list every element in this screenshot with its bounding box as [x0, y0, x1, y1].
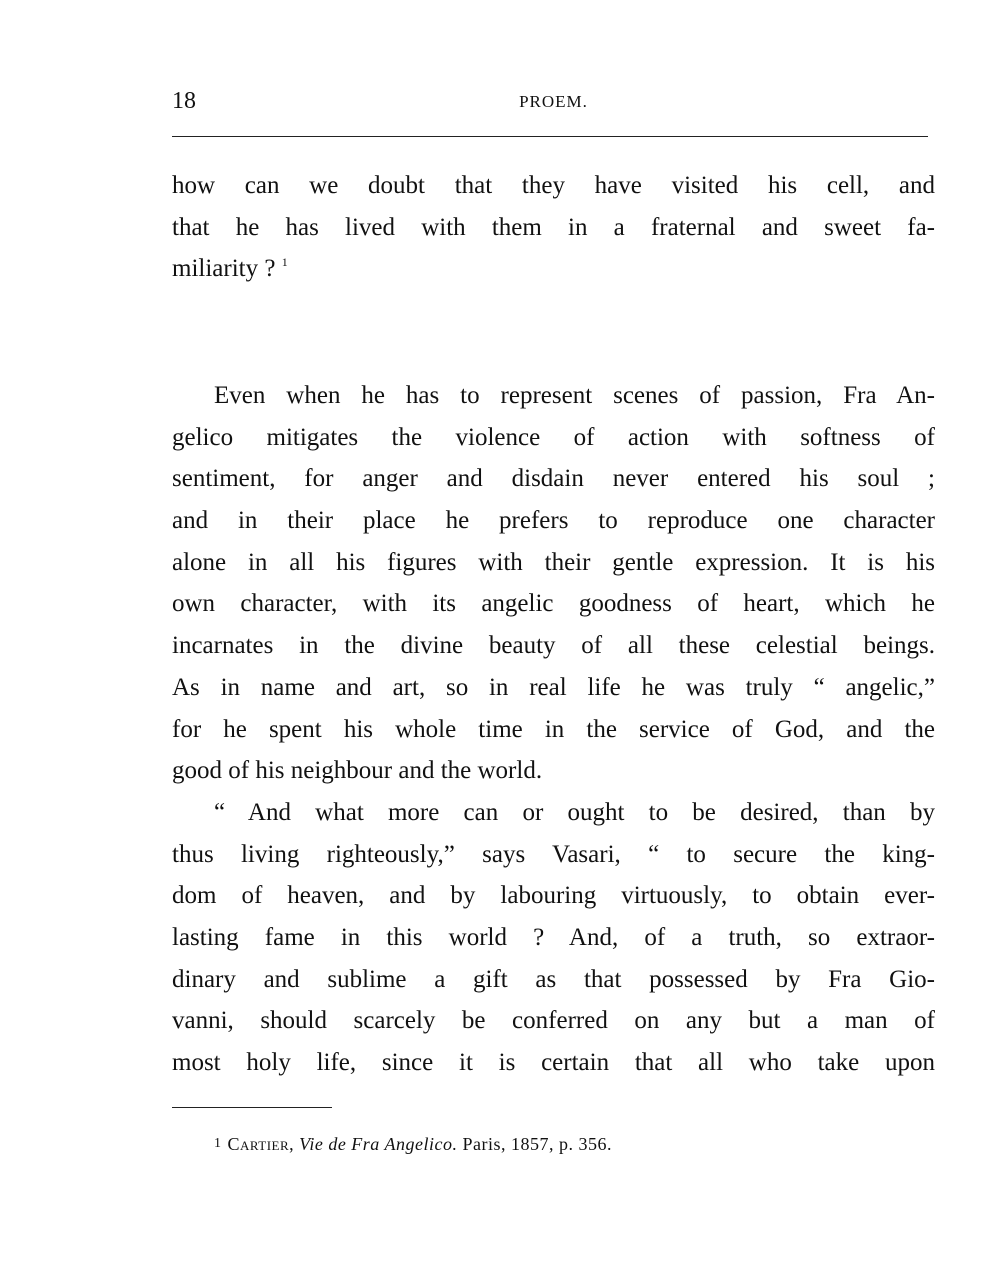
text-line: that he has lived with them in a fraternal and sweet fa- — [172, 213, 935, 241]
text-line: incarnates in the divine beauty of all these celestial beings. — [172, 632, 935, 660]
text-line: As in name and art, so in real life he was truly “ angelic,” — [172, 673, 935, 701]
footnote-marker: 1 — [214, 1136, 222, 1151]
footnote-title: Vie de Fra Angelico. — [299, 1134, 458, 1154]
paragraph-3 — [172, 792, 935, 1084]
footnote-rule — [172, 1107, 332, 1108]
text-line: good of his neighbour and the world. — [172, 757, 543, 785]
text-line: vanni, should scarcely be conferred on any but a man of — [172, 1007, 935, 1035]
text-line: own character, with its angelic goodness of heart, which he — [172, 590, 935, 618]
footnote — [214, 1134, 612, 1155]
text-line: dom of heaven, and by labouring virtuously, to obtain ever- — [172, 882, 935, 910]
text-line: alone in all his figures with their gentle expression. It is his — [172, 548, 935, 576]
text-line: for he spent his whole time in the service of God, and the — [172, 715, 935, 743]
text-line: and in their place he prefers to reproduce one character — [172, 507, 935, 535]
running-title: PROEM. — [519, 92, 588, 111]
paragraph-1 — [172, 165, 935, 290]
paragraph-2 — [172, 375, 935, 792]
footnote-ref[interactable]: 1 — [281, 255, 288, 270]
text-line: gelico mitigates the violence of action with softness of — [172, 423, 935, 451]
page-header — [172, 88, 935, 128]
page-number: 18 — [172, 88, 196, 114]
text-line — [172, 248, 935, 290]
footnote-citation: Paris, 1857, p. 356. — [462, 1134, 612, 1154]
text-line: thus living righteously,” says Vasari, “ to secure the king- — [172, 840, 935, 868]
header-rule — [172, 136, 928, 137]
text-line: dinary and sublime a gift as that possessed by Fra Gio- — [172, 965, 935, 993]
text-line: sentiment, for anger and disdain never entered his soul ; — [172, 465, 935, 493]
text-line: “ And what more can or ought to be desired, than by — [214, 799, 935, 826]
text-line: lasting fame in this world ? And, of a truth, so extraor- — [172, 924, 935, 952]
text-line: Even when he has to represent scenes of passion, Fra An- — [214, 382, 935, 409]
text-line: how can we doubt that they have visited his cell, and — [172, 172, 935, 199]
text-line: most holy life, since it is certain that all who take upon — [172, 1049, 935, 1077]
text-line-content: miliarity ? — [172, 255, 276, 283]
footnote-author: Cartier, — [227, 1134, 295, 1154]
